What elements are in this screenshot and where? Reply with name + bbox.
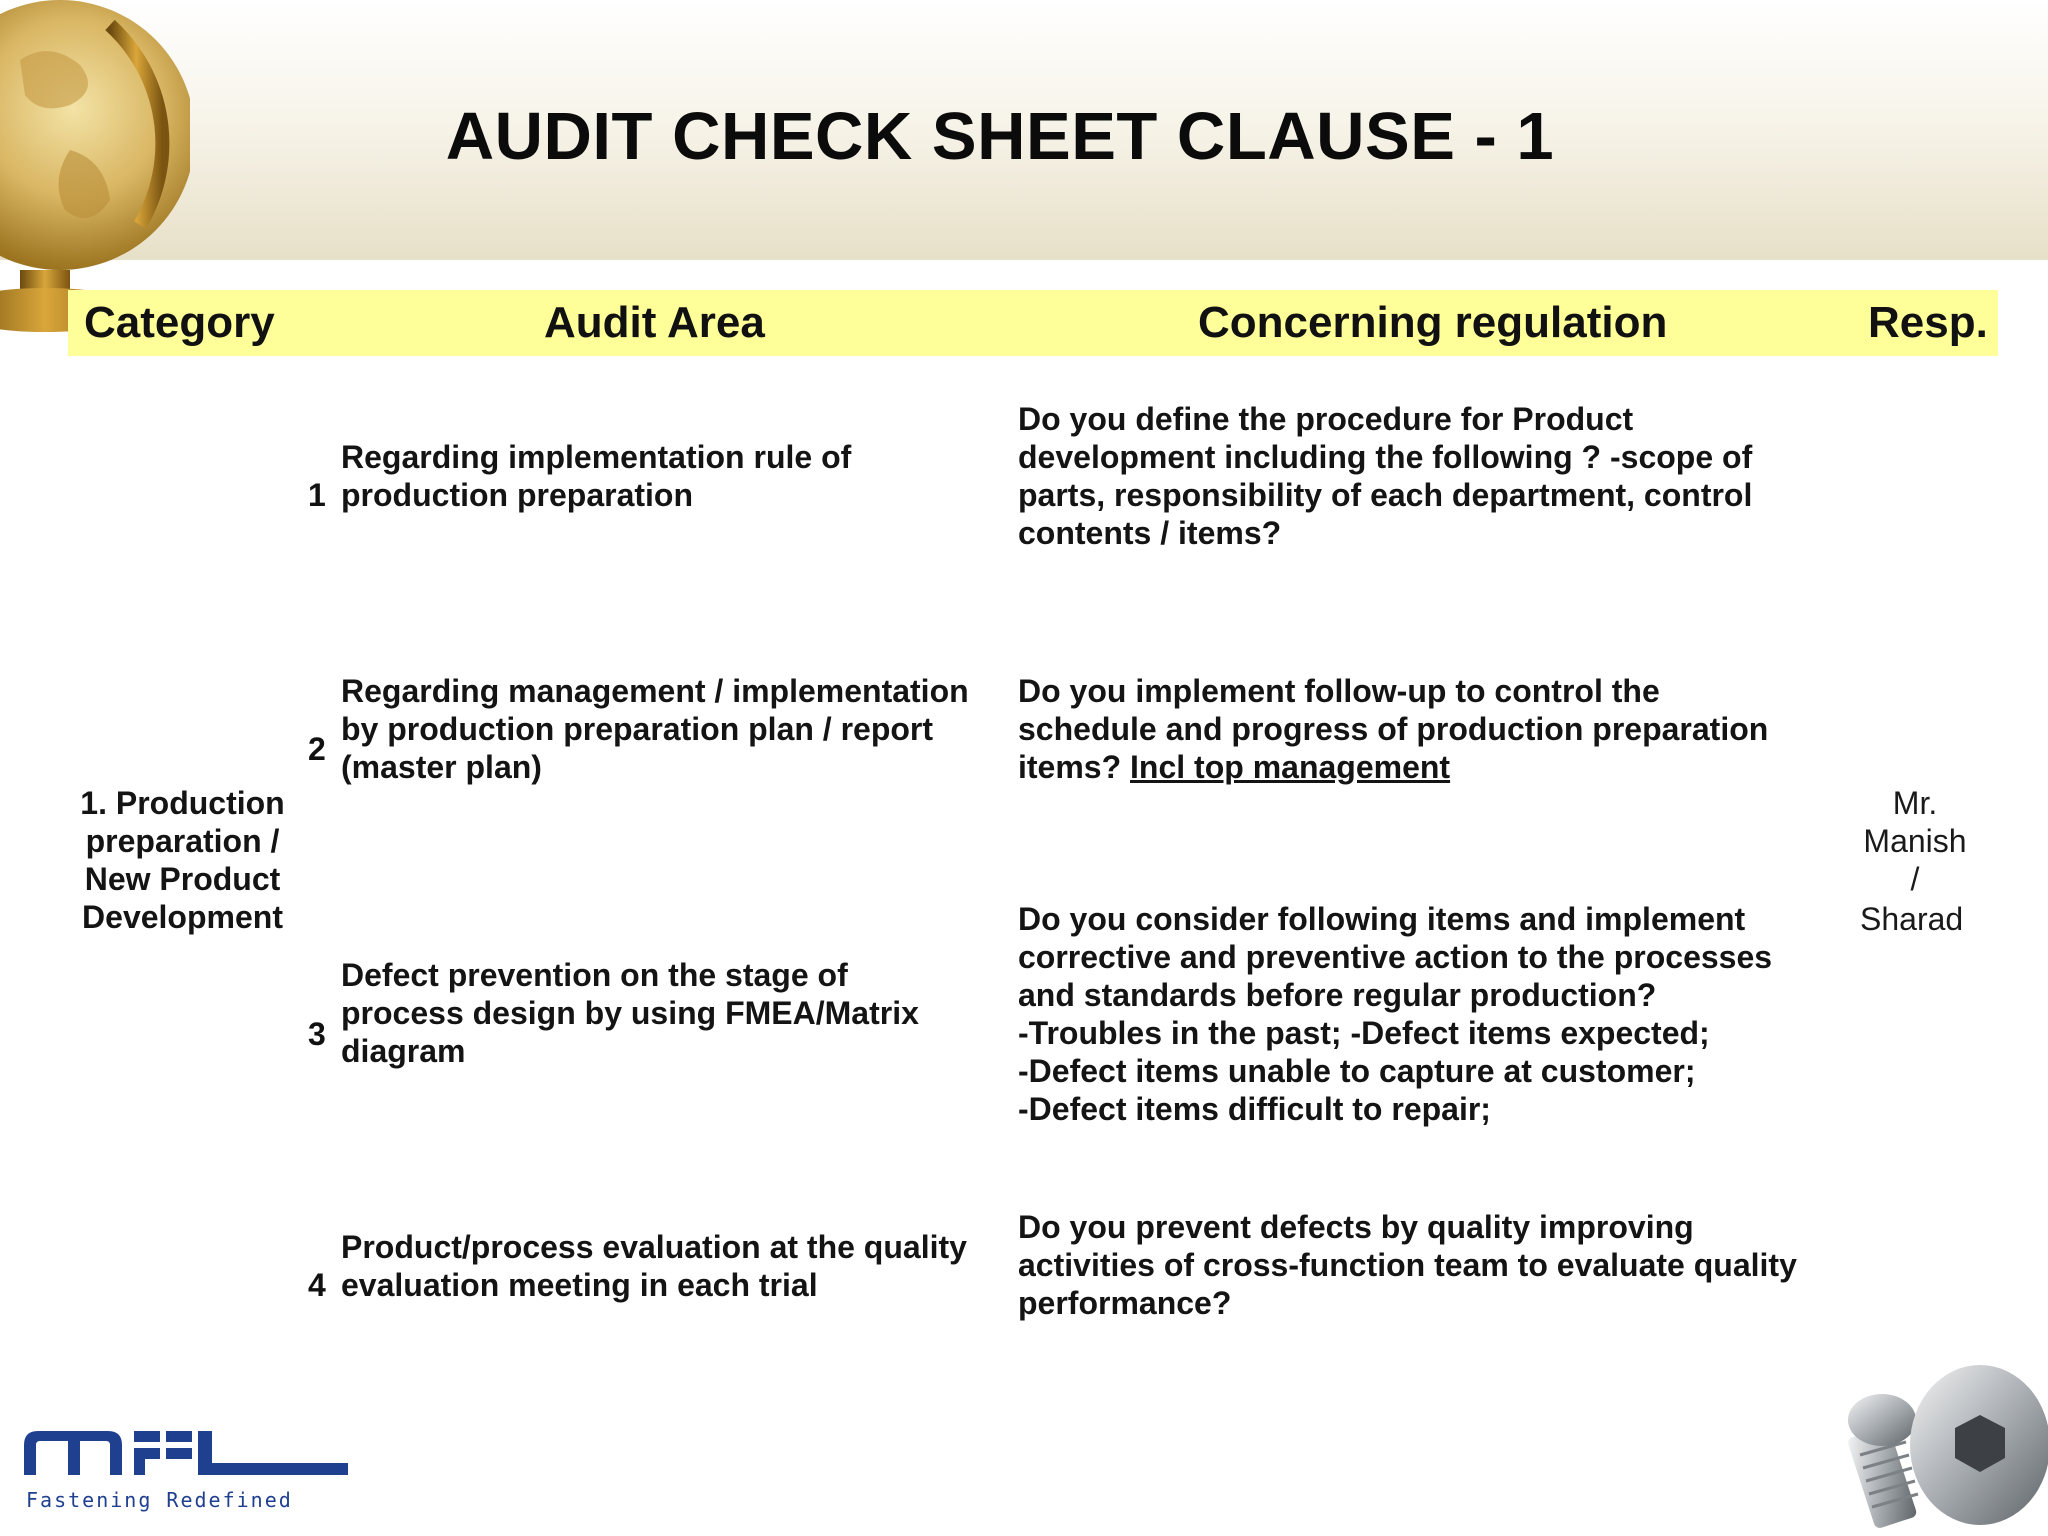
column-header-resp: Resp. (1868, 298, 1988, 347)
row-number: 3 (308, 1016, 326, 1052)
regulation-cell: Do you define the procedure for Product development including the following ? -scope of parts, responsibility of each department, control contents / items? (1018, 401, 1753, 551)
category-cell: 1. Production preparation / New Product Development (80, 785, 285, 935)
column-header-category: Category (84, 298, 275, 347)
column-header-row (68, 290, 1998, 356)
bolts-image (1840, 1360, 2048, 1536)
row-number: 4 (308, 1267, 326, 1303)
mfl-logo (22, 1415, 352, 1515)
column-header-audit-area: Audit Area (544, 298, 765, 347)
row-number: 1 (308, 477, 326, 513)
responsible-cell: Mr. Manish / (1863, 785, 1967, 897)
audit-area-cell: Defect prevention on the stage of process design by using FMEA/Matrix diagram (341, 957, 919, 1069)
audit-area-cell: Product/process evaluation at the quality evaluation meeting in each trial (341, 1229, 967, 1303)
audit-area-cell: Regarding management / implementation by production preparation plan / report (master plan) (341, 673, 969, 785)
responsible-cell-name: Sharad (1860, 901, 1964, 937)
regulation-cell: Do you prevent defects by quality improving activities of cross-function team to evaluate quality performance? (1018, 1209, 1797, 1321)
page-title: AUDIT CHECK SHEET CLAUSE - 1 (445, 99, 1555, 174)
row-number: 2 (308, 731, 326, 767)
audit-area-cell: Regarding implementation rule of production preparation (341, 439, 852, 513)
regulation-cell: Do you implement follow-up to control the schedule and progress of production preparation items? Incl top management (1018, 673, 1769, 785)
underlined-note: Incl top management (1130, 749, 1451, 785)
regulation-cell: Do you consider following items and implement corrective and preventive action to the processes and standards before regular production? -Troubles in the past; -Defect items expected; -Defect items unable to capture at customer; -Defect items difficult to repair; (1018, 901, 1773, 1127)
logo-tagline: Fastening Redefined (26, 1488, 293, 1512)
column-header-regulation: Concerning regulation (1198, 298, 1668, 347)
